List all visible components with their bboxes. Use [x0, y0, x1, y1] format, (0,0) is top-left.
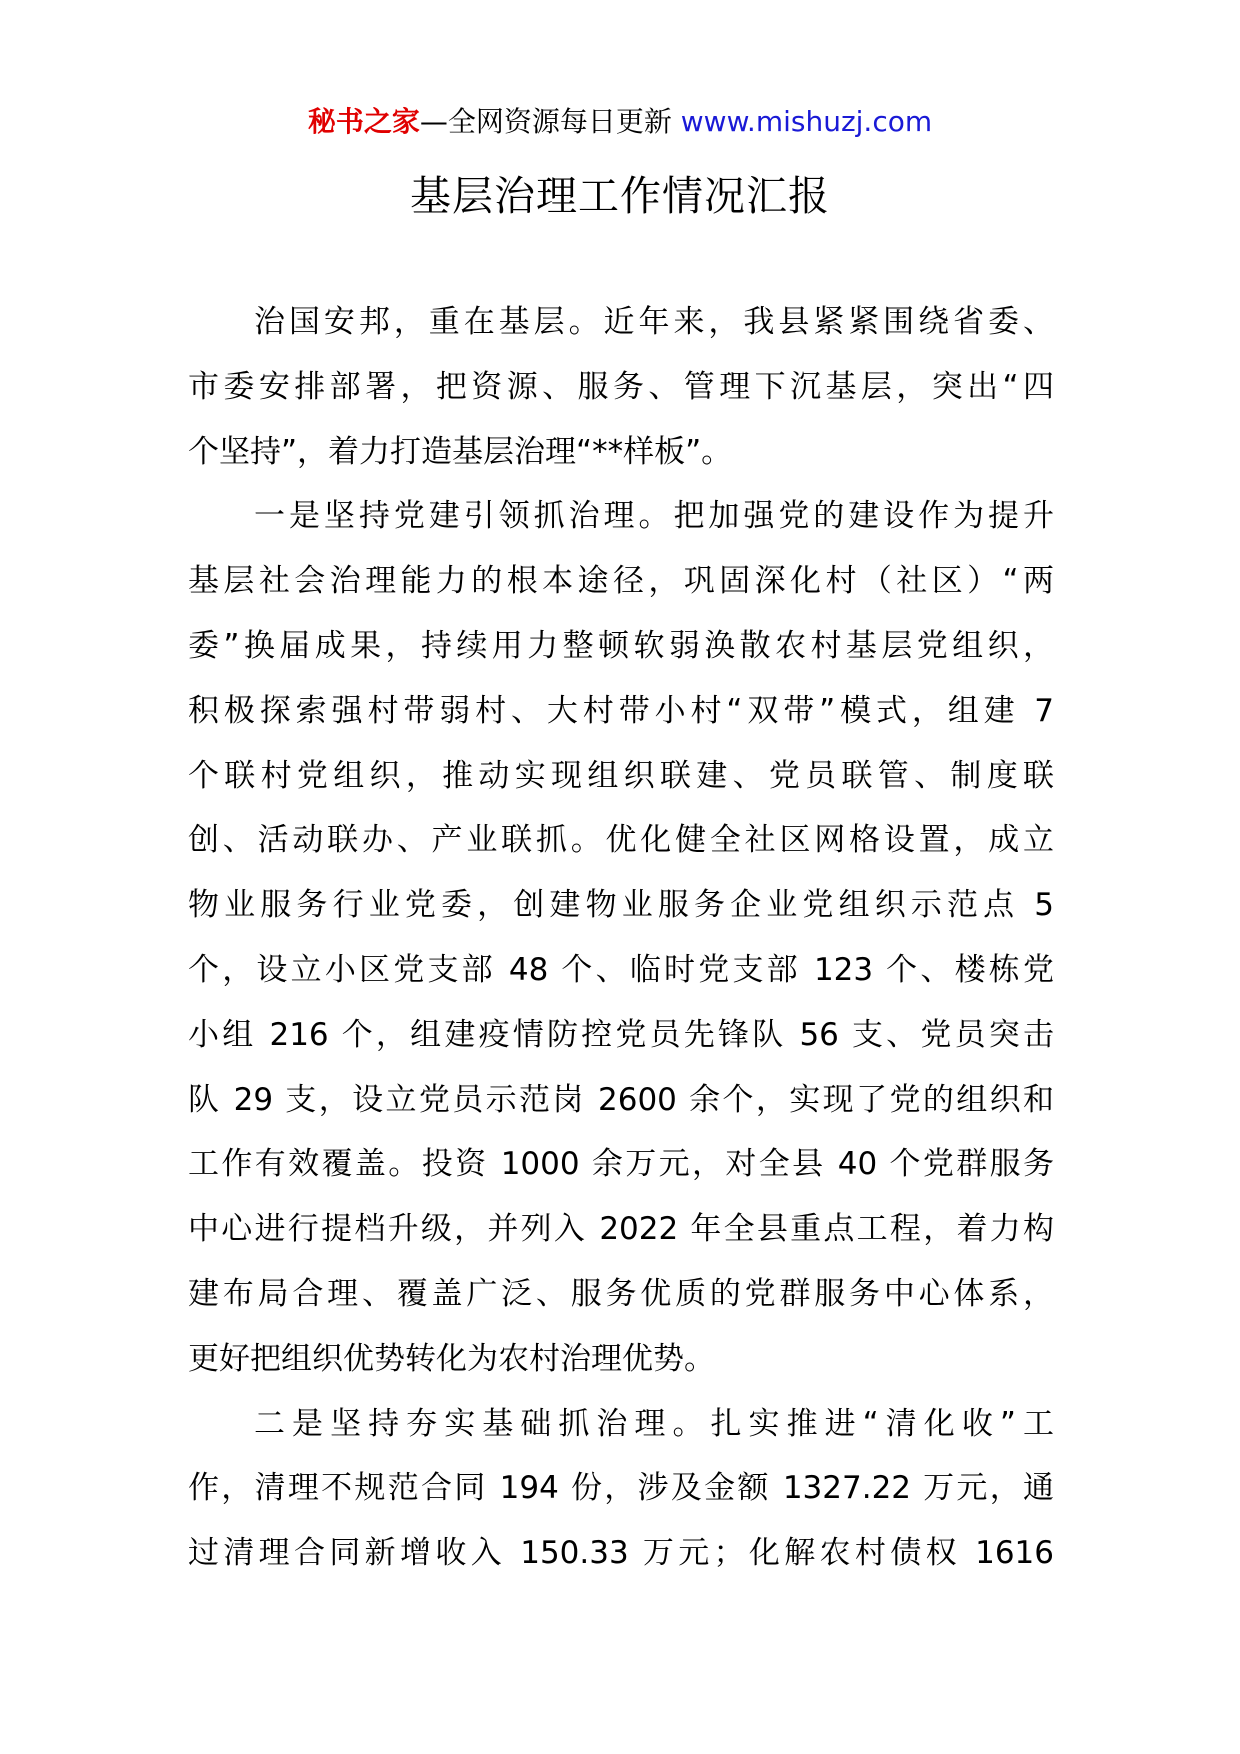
site-slogan: —全网资源每日更新	[419, 105, 681, 138]
paragraph-line: 基层社会治理能力的根本途径，巩固深化村（社区）“两	[188, 563, 1054, 600]
document-body	[188, 290, 1054, 1586]
document-title: 基层治理工作情况汇报	[410, 172, 830, 220]
paragraph-line: 个，设立小区党支部 48 个、临时党支部 123 个、楼栋党	[188, 951, 1054, 988]
site-brand: 秘书之家	[307, 105, 420, 138]
paragraph-line: 个坚持”，着力打造基层治理“**样板”。	[188, 433, 733, 470]
paragraph-line: 作，清理不规范合同 194 份，涉及金额 1327.22 万元，通	[188, 1470, 1054, 1507]
paragraph-line: 建布局合理、覆盖广泛、服务优质的党群服务中心体系，	[188, 1275, 1054, 1312]
paragraph-line: 小组 216 个，组建疫情防控党员先锋队 56 支、党员突击	[188, 1016, 1054, 1053]
paragraph-line: 积极探索强村带弱村、大村带小村“双带”模式，组建 7	[188, 692, 1054, 729]
paragraph-line: 工作有效覆盖。投资 1000 余万元，对全县 40 个党群服务	[188, 1146, 1054, 1183]
paragraph-line: 二是坚持夯实基础抓治理。扎实推进“清化收”工	[254, 1405, 1054, 1442]
paragraph-line: 过清理合同新增收入 150.33 万元；化解农村债权 1616	[188, 1535, 1054, 1572]
paragraph-line: 物业服务行业党委，创建物业服务企业党组织示范点 5	[188, 887, 1054, 924]
site-header	[0, 102, 1240, 142]
paragraph-line: 中心进行提档升级，并列入 2022 年全县重点工程，着力构	[188, 1211, 1054, 1248]
site-url-link[interactable]: www.mishuzj.com	[680, 105, 933, 138]
paragraph-line: 一是坚持党建引领抓治理。把加强党的建设作为提升	[254, 498, 1054, 535]
paragraph-line: 市委安排部署，把资源、服务、管理下沉基层，突出“四	[188, 368, 1054, 405]
paragraph-line: 个联村党组织，推动实现组织联建、党员联管、制度联	[188, 757, 1054, 794]
paragraph-line: 队 29 支，设立党员示范岗 2600 余个，实现了党的组织和	[188, 1081, 1054, 1118]
paragraph-line: 治国安邦，重在基层。近年来，我县紧紧围绕省委、	[254, 304, 1054, 340]
paragraph-line: 委”换届成果，持续用力整顿软弱涣散农村基层党组织，	[188, 627, 1054, 664]
paragraph-line: 更好把组织优势转化为农村治理优势。	[188, 1340, 715, 1377]
paragraph-line: 创、活动联办、产业联抓。优化健全社区网格设置，成立	[188, 822, 1054, 859]
